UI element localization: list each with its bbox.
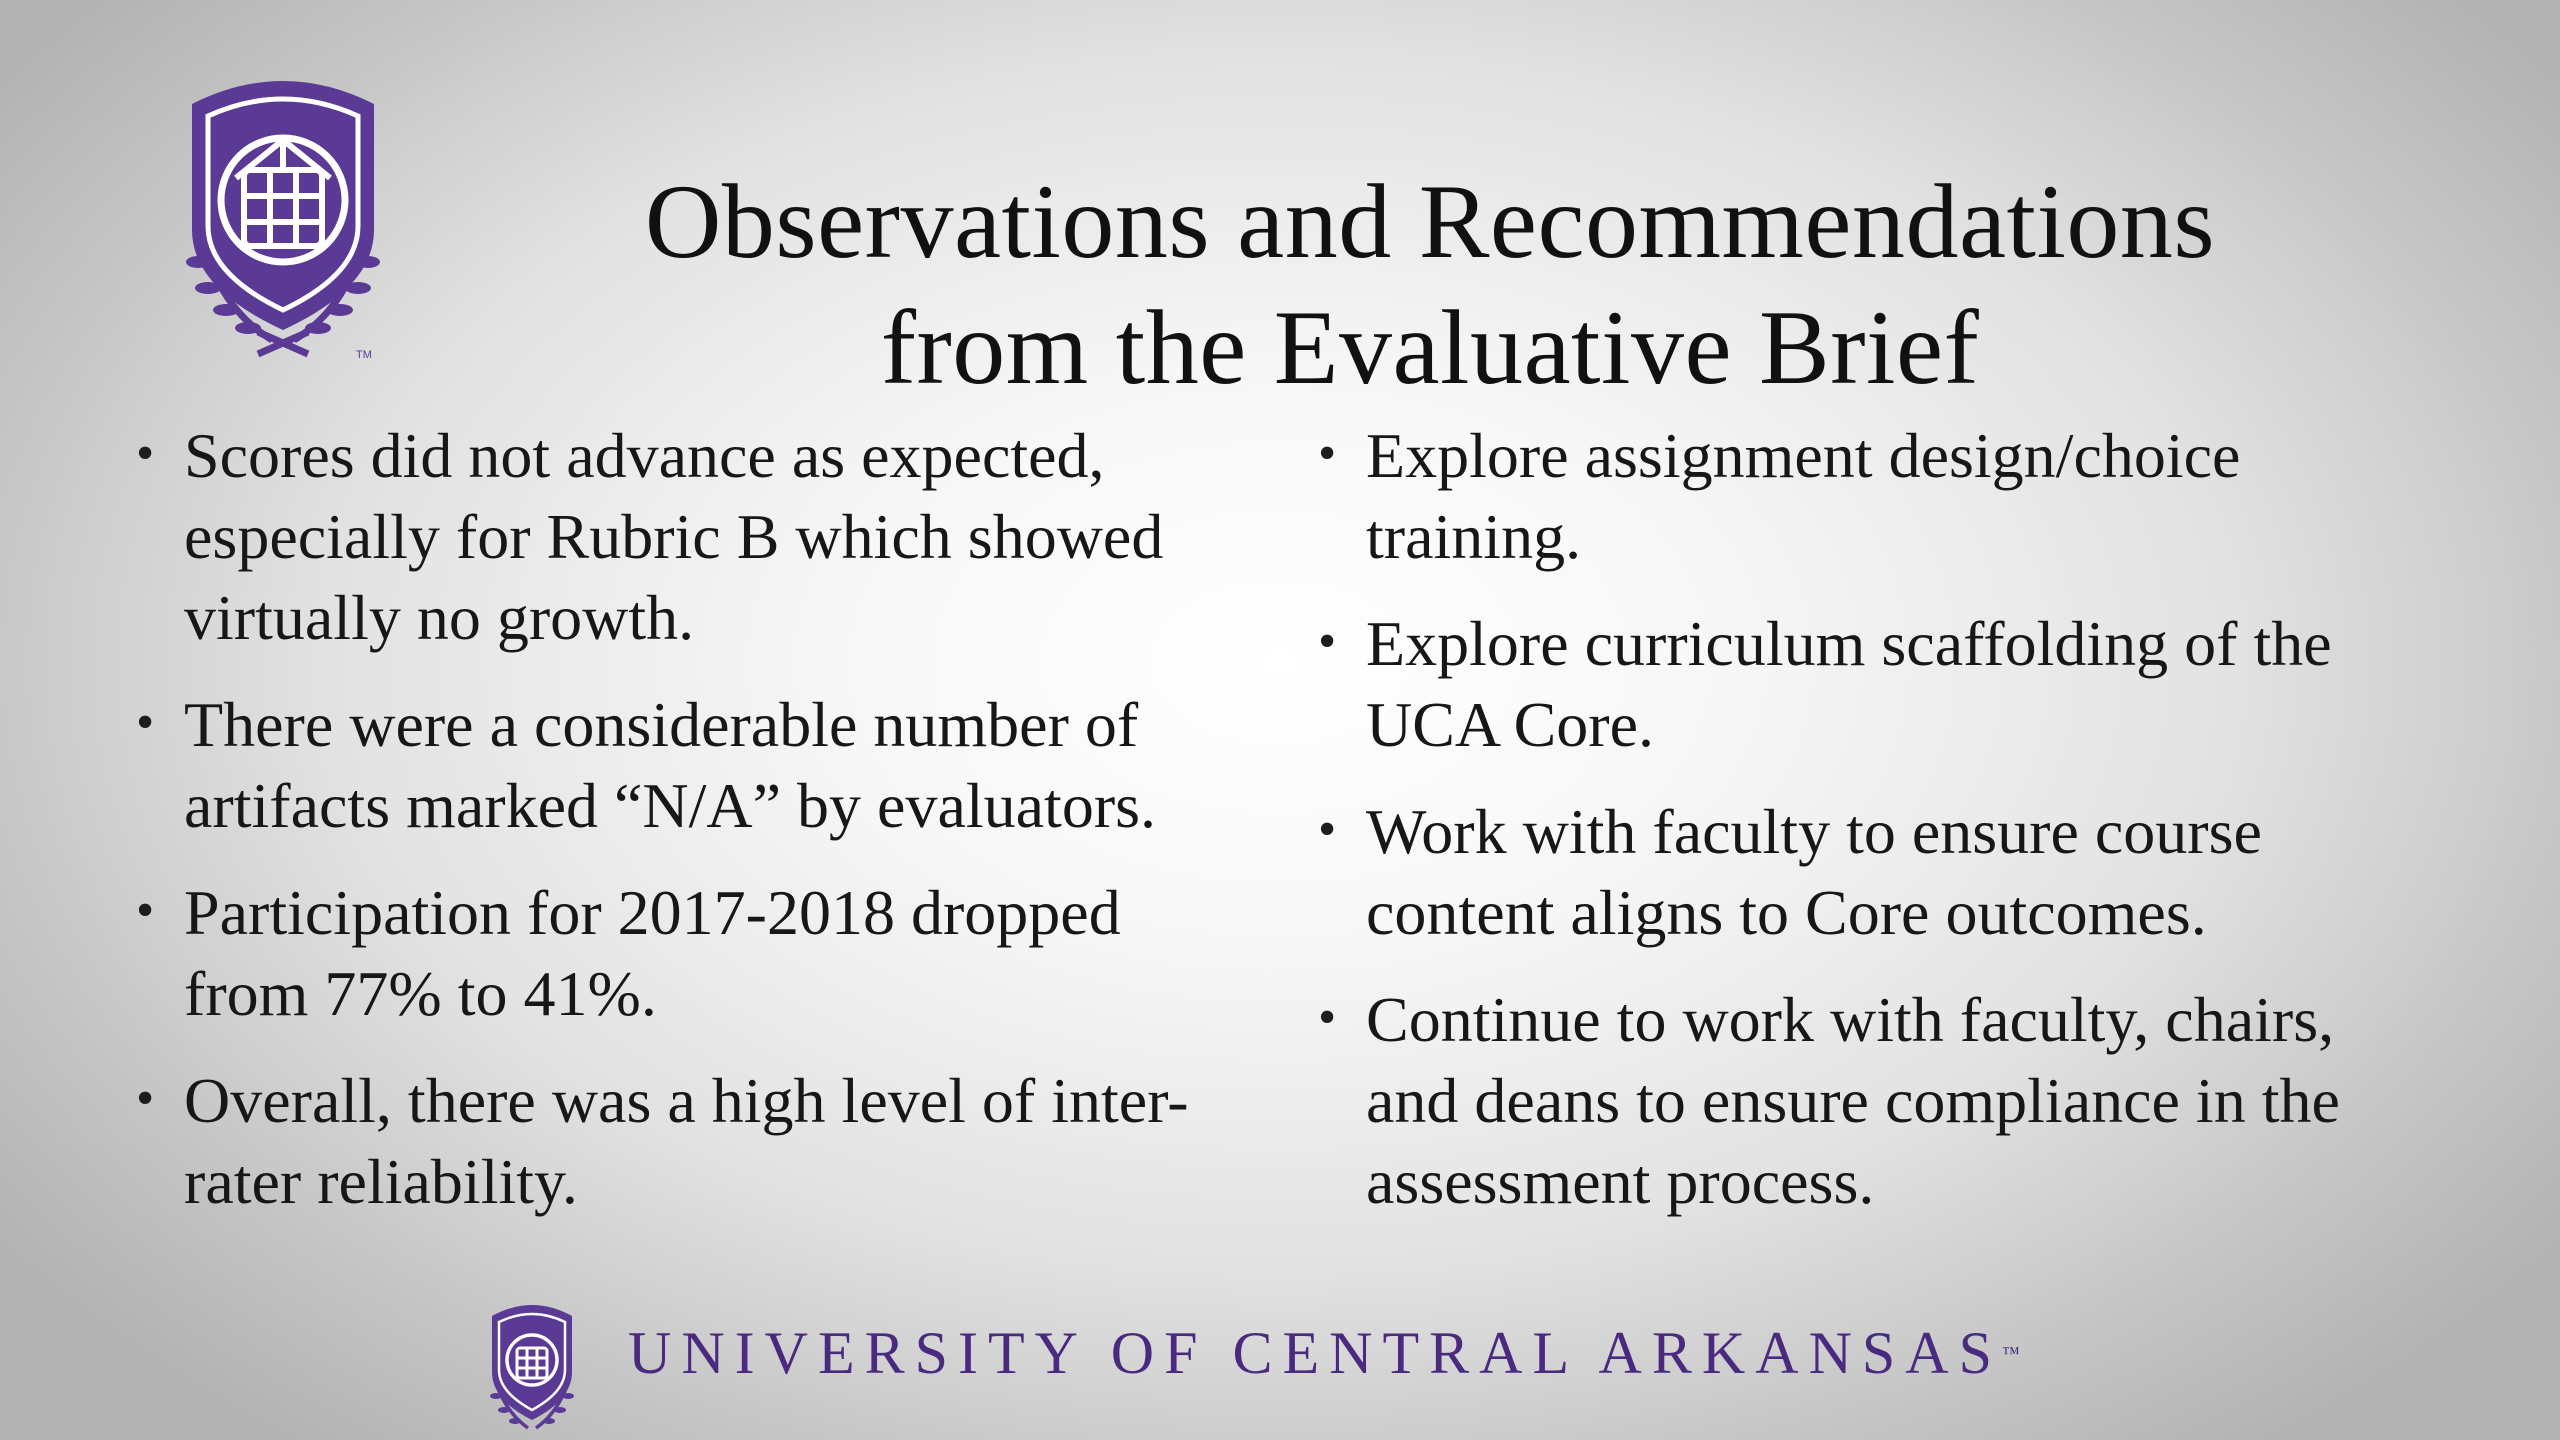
slide-title [540,159,2320,411]
recommendation-item: • Work with faculty to ensure course content aligns to Core outcomes. [1318,791,2413,953]
uca-crest-logo-icon [172,62,394,364]
observation-item: • Overall, there was a high level of inter-rater reliability. [136,1060,1261,1222]
slide-title-line-1: Observations and Recommendations [644,163,2216,281]
university-wordmark [628,1318,2020,1388]
slide-title-line-2: from the Evaluative Brief [880,289,1980,407]
observations-list [136,415,1261,1248]
university-name: UNIVERSITY OF CENTRAL ARKANSAS [628,1320,2002,1386]
recommendation-item: • Continue to work with faculty, chairs, and deans to ensure compliance in the assessment process. [1318,979,2413,1222]
recommendation-item: • Explore curriculum scaffolding of the UCA Core. [1318,603,2413,765]
observation-item: • Scores did not advance as expected, especially for Rubric B which showed virtually no growth. [136,415,1261,658]
observation-item: • Participation for 2017-2018 dropped from 77% to 41%. [136,872,1261,1034]
uca-crest-small-icon [482,1296,582,1436]
logo-trademark: TM [356,349,372,361]
observation-item: • There were a considerable number of artifacts marked “N/A” by evaluators. [136,684,1261,846]
recommendations-list [1318,415,2413,1248]
trademark-symbol: ™ [2001,1343,2020,1363]
recommendation-item: • Explore assignment design/choice training. [1318,415,2413,577]
